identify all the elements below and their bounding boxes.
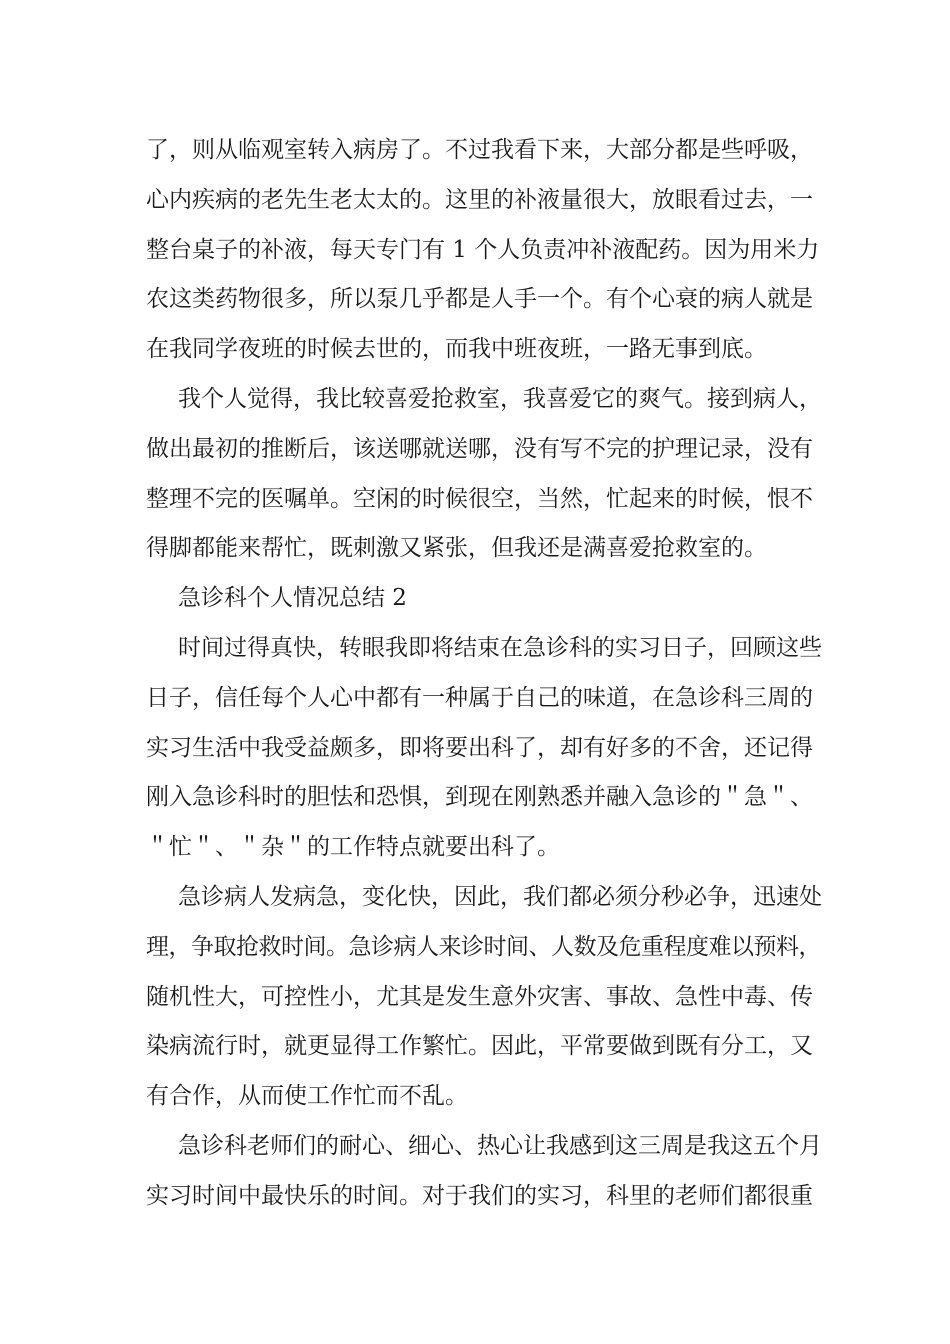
paragraph — [146, 1122, 826, 1222]
text-line: 整理不完的医嘱单。空闲的时候很空，当然，忙起来的时候，恨不 — [146, 485, 813, 512]
text-line: 做出最初的推断后，该送哪就送哪，没有写不完的护理记录，没有 — [146, 435, 813, 462]
text-line: 随机性大，可控性小，尤其是发生意外灾害、事故、急性中毒、传 — [146, 983, 813, 1010]
text-line: 有合作，从而使工作忙而不乱。 — [146, 1083, 468, 1110]
text-line: 急诊科老师们的耐心、细心、热心让我感到这三周是我这五个月 — [178, 1132, 822, 1159]
section-heading — [146, 574, 826, 624]
text-line: 刚入急诊科时的胆怯和恐惧，到现在刚熟悉并融入急诊的＂急＂、 — [146, 784, 813, 811]
paragraph — [146, 375, 826, 574]
text-line: 急诊病人发病急，变化快，因此，我们都必须分秒必争，迅速处 — [178, 883, 822, 910]
paragraph — [146, 624, 826, 873]
text-line: 实习生活中我受益颇多，即将要出科了，却有好多的不舍，还记得 — [146, 734, 813, 761]
text-line: 实习时间中最快乐的时间。对于我们的实习，科里的老师们都很重 — [146, 1182, 813, 1209]
paragraph — [146, 126, 826, 375]
paragraph — [146, 873, 826, 1122]
text-line: 染病流行时，就更显得工作繁忙。因此，平常要做到既有分工，又 — [146, 1033, 813, 1060]
text-line: 我个人觉得，我比较喜爱抢救室，我喜爱它的爽气。接到病人， — [178, 385, 822, 412]
text-line: 心内疾病的老先生老太太的。这里的补液量很大，放眼看过去，一 — [146, 186, 813, 213]
text-line: 理，争取抢救时间。急诊病人来诊时间、人数及危重程度难以预料， — [146, 933, 821, 960]
text-line: 了，则从临观室转入病房了。不过我看下来，大部分都是些呼吸， — [146, 137, 813, 163]
text-line: 在我同学夜班的时候去世的，而我中班夜班，一路无事到底。 — [146, 336, 767, 363]
text-line: 日子，信任每个人心中都有一种属于自己的味道，在急诊科三周的 — [146, 684, 813, 711]
text-line: 得脚都能来帮忙，既刺激又紧张，但我还是满喜爱抢救室的。 — [146, 535, 767, 562]
heading-line: 急诊科个人情况总结 2 — [178, 585, 407, 612]
text-line: ＂忙＂、＂杂＂的工作特点就要出科了。 — [146, 834, 560, 861]
text-line: 整台桌子的补液，每天专门有 1 个人负责冲补液配药。因为用米力 — [146, 236, 820, 263]
text-line: 农这类药物很多，所以泵几乎都是人手一个。有个心衰的病人就是 — [146, 286, 813, 313]
text-line: 时间过得真快，转眼我即将结束在急诊科的实习日子，回顾这些 — [178, 634, 822, 661]
document-body — [146, 126, 826, 1222]
